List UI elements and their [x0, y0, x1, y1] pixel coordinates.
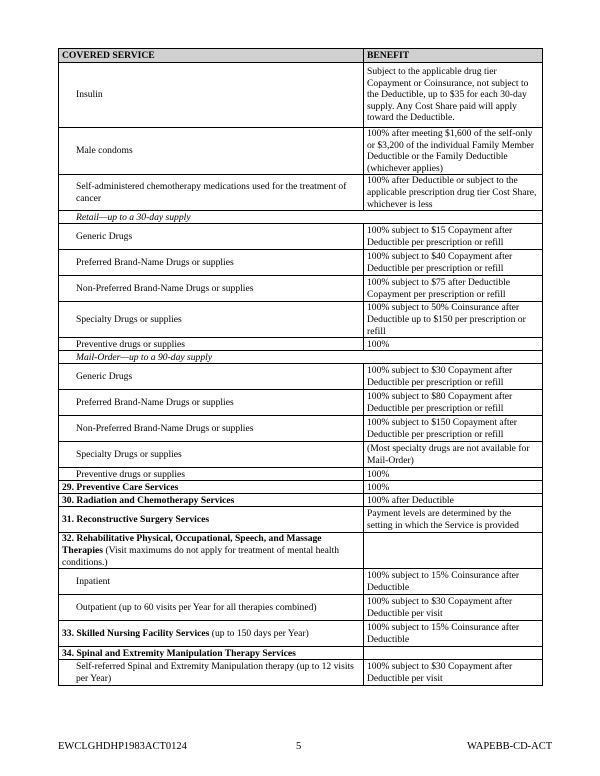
benefit-cell: 100% — [364, 481, 543, 494]
section-note: (up to 150 days per Year) — [209, 628, 309, 640]
service-cell: Insulin — [59, 63, 364, 128]
section-title: 33. Skilled Nursing Facility Services — [62, 628, 210, 640]
benefit-cell: 100% — [364, 338, 543, 351]
service-cell: Specialty Drugs or supplies — [59, 442, 364, 468]
section-cell — [59, 481, 364, 494]
table-row — [59, 621, 543, 647]
benefit-cell: 100% subject to $40 Copayment after Deductible per prescription or refill — [364, 250, 543, 276]
table-row — [59, 224, 543, 250]
section-title: 29. Preventive Care Services — [62, 481, 179, 493]
footer-page-number: 5 — [296, 741, 302, 752]
table-row — [59, 128, 543, 175]
service-cell: Generic Drugs — [59, 224, 364, 250]
benefit-cell: 100% after meeting $1,600 of the self-only or $3,200 of the individual Family Member Deductible or the Family Deductible (whichever applies) — [364, 128, 543, 175]
table-row — [59, 660, 543, 686]
table-row — [59, 390, 543, 416]
benefit-cell: 100% subject to $30 Copayment after Deductible per prescription or refill — [364, 364, 543, 390]
service-cell: Preventive drugs or supplies — [59, 468, 364, 481]
section-cell — [59, 494, 364, 507]
benefit-cell — [364, 533, 543, 569]
section-title: 30. Radiation and Chemotherapy Services — [62, 494, 235, 506]
service-cell: Non-Preferred Brand-Name Drugs or supplies — [59, 276, 364, 302]
section-cell — [59, 647, 364, 660]
table-row — [59, 507, 543, 533]
service-cell: Specialty Drugs or supplies — [59, 302, 364, 338]
benefit-cell: 100% subject to $30 Copayment after Deductible per visit — [364, 660, 543, 686]
benefit-cell: 100% subject to $80 Copayment after Deductible per prescription or refill — [364, 390, 543, 416]
service-cell: Preferred Brand-Name Drugs or supplies — [59, 250, 364, 276]
section-note: (Visit maximums do not apply for treatment of mental health conditions.) — [62, 545, 340, 568]
table-row — [59, 494, 543, 507]
benefit-cell: Subject to the applicable drug tier Copayment or Coinsurance, not subject to the Deductible, up to $35 for each 30-day supply. Any Cost Share paid will apply toward the Deductible. — [364, 63, 543, 128]
table-row — [59, 250, 543, 276]
service-cell: Inpatient — [59, 569, 364, 595]
benefit-cell: (Most specialty drugs are not available for Mail-Order) — [364, 442, 543, 468]
subheading-cell: Retail—up to a 30-day supply — [59, 211, 543, 224]
table-header-row — [59, 49, 543, 63]
header-covered-service: COVERED SERVICE — [59, 49, 364, 63]
benefit-cell: 100% subject to $15 Copayment after Deductible per prescription or refill — [364, 224, 543, 250]
table-row — [59, 364, 543, 390]
service-cell: Generic Drugs — [59, 364, 364, 390]
service-cell: Non-Preferred Brand-Name Drugs or supplies — [59, 416, 364, 442]
benefit-cell: 100% subject to 50% Coinsurance after Deductible up to $150 per prescription or refill — [364, 302, 543, 338]
benefit-cell: 100% subject to 15% Coinsurance after Deductible — [364, 569, 543, 595]
table-row — [59, 595, 543, 621]
benefit-cell: 100% subject to $30 Copayment after Deductible per visit — [364, 595, 543, 621]
table-row — [59, 416, 543, 442]
table-row — [59, 647, 543, 660]
table-row — [59, 63, 543, 128]
benefit-cell — [364, 647, 543, 660]
service-cell: Preventive drugs or supplies — [59, 338, 364, 351]
table-row — [59, 533, 543, 569]
table-row — [59, 338, 543, 351]
table-row — [59, 351, 543, 364]
service-cell: Self-referred Spinal and Extremity Manipulation therapy (up to 12 visits per Year) — [59, 660, 364, 686]
benefit-cell: 100% after Deductible — [364, 494, 543, 507]
section-title: 32. Rehabilitative Physical, Occupational, Speech, and Massage Therapies — [62, 533, 322, 557]
table-row — [59, 211, 543, 224]
section-cell — [59, 533, 364, 569]
benefit-cell: 100% after Deductible or subject to the applicable prescription drug tier Cost Share, whichever is less — [364, 175, 543, 211]
benefit-cell: 100% subject to $150 Copayment after Deductible per prescription or refill — [364, 416, 543, 442]
section-cell — [59, 507, 364, 533]
section-title: 34. Spinal and Extremity Manipulation Therapy Services — [62, 647, 296, 659]
benefit-cell: 100% — [364, 468, 543, 481]
table-row — [59, 468, 543, 481]
service-cell: Male condoms — [59, 128, 364, 175]
service-cell: Self-administered chemotherapy medications used for the treatment of cancer — [59, 175, 364, 211]
section-cell — [59, 621, 364, 647]
header-benefit: BENEFIT — [364, 49, 543, 63]
subheading-cell: Mail-Order—up to a 90-day supply — [59, 351, 543, 364]
table-row — [59, 276, 543, 302]
table-row — [59, 481, 543, 494]
benefit-cell: Payment levels are determined by the setting in which the Service is provided — [364, 507, 543, 533]
table-row — [59, 175, 543, 211]
footer-plan-code: WAPEBB-CD-ACT — [467, 741, 553, 752]
benefit-cell: 100% subject to $75 after Deductible Copayment per prescription or refill — [364, 276, 543, 302]
table-row — [59, 302, 543, 338]
footer-document-code: EWCLGHDHP1983ACT0124 — [58, 741, 187, 752]
section-title: 31. Reconstructive Surgery Services — [62, 514, 210, 526]
table-row — [59, 442, 543, 468]
service-cell: Preferred Brand-Name Drugs or supplies — [59, 390, 364, 416]
table-row — [59, 569, 543, 595]
benefit-cell: 100% subject to 15% Coinsurance after Deductible — [364, 621, 543, 647]
benefits-table — [58, 48, 543, 686]
service-cell: Outpatient (up to 60 visits per Year for all therapies combined) — [59, 595, 364, 621]
